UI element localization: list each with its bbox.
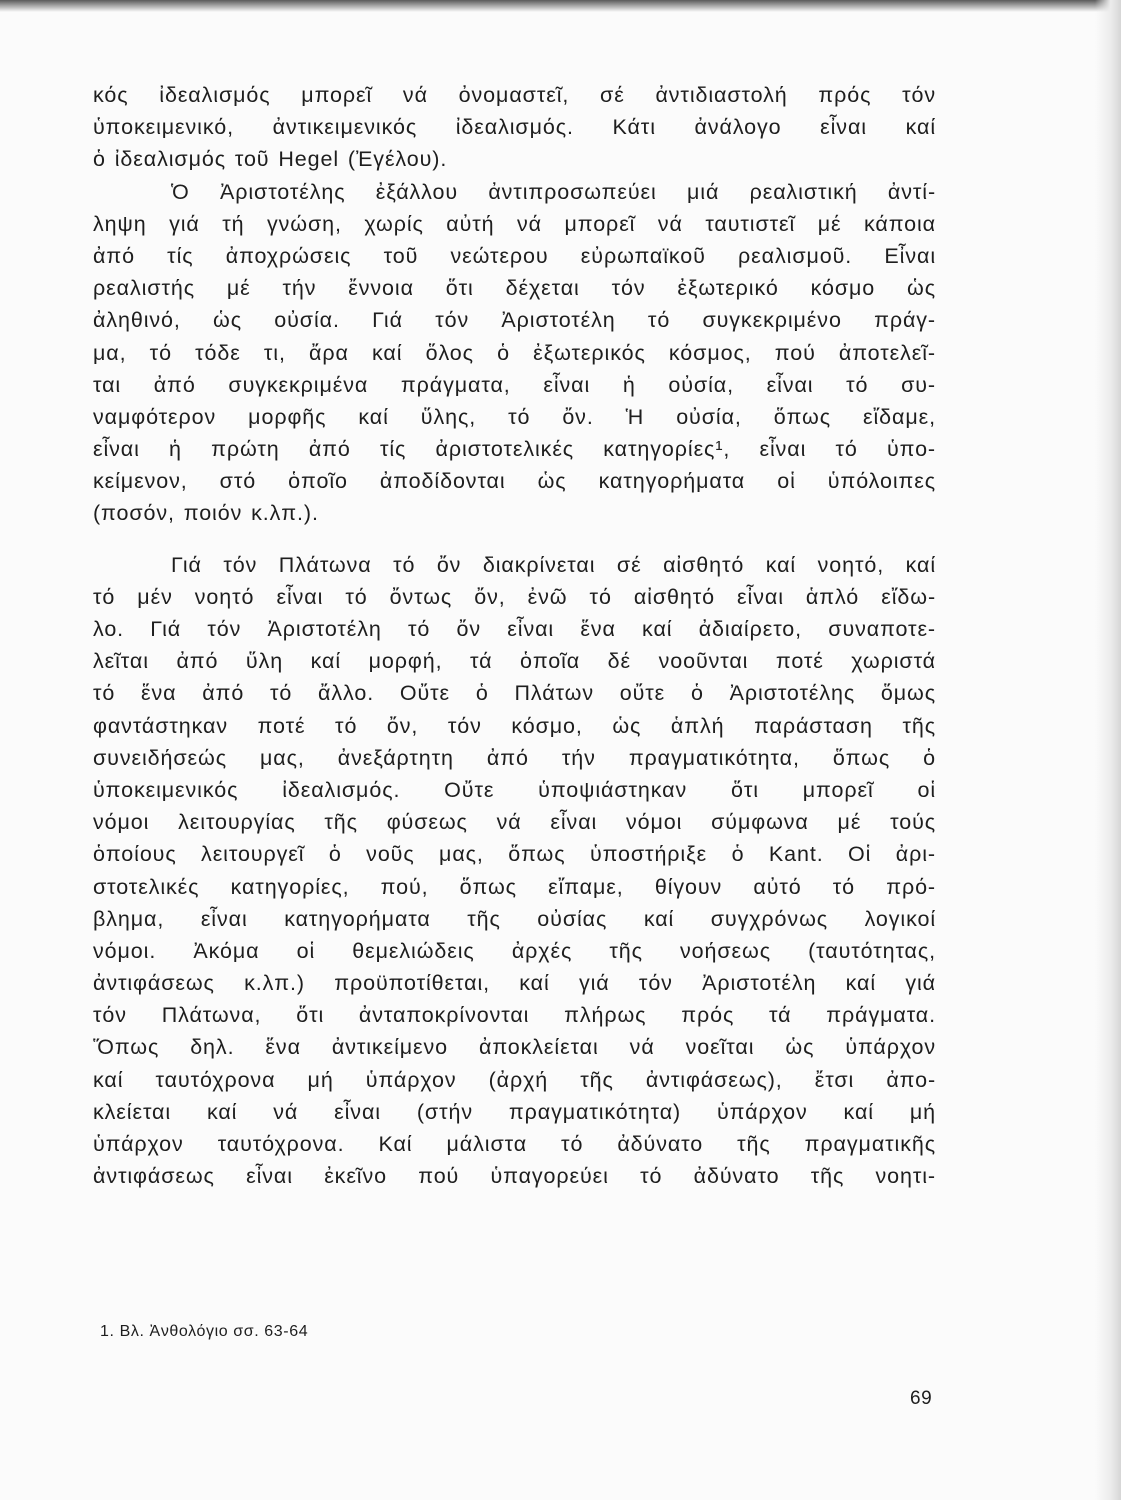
text-line: εἶναι ἡ πρώτη ἀπό τίς ἀριστοτελικές κατηγορίες¹, εἶναι τό ὑπο- <box>93 437 936 462</box>
text-line: κός ἰδεαλισμός μπορεῖ νά ὀνομαστεῖ, σέ ἀντιδιαστολή πρός τόν <box>93 83 936 107</box>
text-line: Γιά τόν Πλάτωνα τό ὄν διακρίνεται σέ αἰσθητό καί νοητό, καί <box>171 552 936 577</box>
text-line: ἀπό τίς ἀποχρώσεις τοῦ νεώτερου εὐρωπαϊκοῦ ρεαλισμοῦ. Εἶναι <box>93 243 936 268</box>
paragraph-3 <box>93 549 936 1193</box>
text-line: Ὅπως δηλ. ἕνα ἀντικείμενο ἀποκλείεται νά νοεῖται ὡς ὑπάρχον <box>93 1035 936 1060</box>
text-line: κλείεται καί νά εἶναι (στήν πραγματικότητα) ὑπάρχον καί μή <box>93 1099 936 1124</box>
text-line: ται ἀπό συγκεκριμένα πράγματα, εἶναι ἡ οὐσία, εἶναι τό συ- <box>93 372 936 397</box>
text-line: τόν Πλάτωνα, ὅτι ἀνταποκρίνονται πλήρως πρός τά πράγματα. <box>93 1003 936 1028</box>
paragraph-1 <box>93 79 936 176</box>
text-line: νόμοι. Ἀκόμα οἱ θεμελιώδεις ἀρχές τῆς νοήσεως (ταυτότητας, <box>93 938 936 963</box>
main-text <box>93 79 936 1192</box>
text-line: φαντάστηκαν ποτέ τό ὄν, τόν κόσμο, ὡς ἁπλή παράσταση τῆς <box>93 713 936 738</box>
text-line: ὑποκειμενικό, ἀντικειμενικός ἰδεαλισμός. Κάτι ἀνάλογο εἶναι καί <box>93 115 936 140</box>
page-number: 69 <box>910 1388 933 1409</box>
text-line: (ποσόν, ποιόν κ.λπ.). <box>93 501 319 526</box>
paragraph-gap <box>93 530 936 549</box>
text-line: τό ἕνα ἀπό τό ἄλλο. Οὔτε ὁ Πλάτων οὔτε ὁ Ἀριστοτέλης ὅμως <box>93 681 936 706</box>
scan-top-edge-shadow <box>0 0 1121 12</box>
text-line: τό μέν νοητό εἶναι τό ὄντως ὄν, ἐνῶ τό αἰσθητό εἶναι ἁπλό εἴδω- <box>93 584 936 609</box>
text-line: ὁ ἰδεαλισμός τοῦ Hegel (Ἐγέλου). <box>93 147 448 172</box>
text-line: ἀντιφάσεως εἶναι ἐκεῖνο πού ὑπαγορεύει τό ἀδύνατο τῆς νοητι- <box>93 1164 936 1189</box>
text-line: Ὁ Ἀριστοτέλης ἐξάλλου ἀντιπροσωπεύει μιά ρεαλιστική ἀντί- <box>171 179 936 204</box>
text-line: στοτελικές κατηγορίες, πού, ὅπως εἴπαμε, θίγουν αὐτό τό πρό- <box>93 874 936 899</box>
text-line: ἀληθινό, ὡς οὐσία. Γιά τόν Ἀριστοτέλη τό συγκεκριμένο πράγ- <box>93 308 936 333</box>
text-line: λεῖται ἀπό ὕλη καί μορφή, τά ὁποῖα δέ νοοῦνται ποτέ χωριστά <box>93 649 936 674</box>
text-line: κείμενον, στό ὁποῖο ἀποδίδονται ὡς κατηγορήματα οἱ ὑπόλοιπες <box>93 469 936 494</box>
text-line: ἀντιφάσεως κ.λπ.) προϋποτίθεται, καί γιά τόν Ἀριστοτέλη καί γιά <box>93 971 936 996</box>
footnote: 1. Βλ. Ἀνθολόγιο σσ. 63-64 <box>100 1323 309 1340</box>
text-line: καί ταυτόχρονα μή ὑπάρχον (ἀρχή τῆς ἀντιφάσεως), ἔτσι ἀπο- <box>93 1067 936 1092</box>
text-line: συνειδήσεώς μας, ἀνεξάρτητη ἀπό τήν πραγματικότητα, ὅπως ὁ <box>93 745 936 770</box>
text-line: λο. Γιά τόν Ἀριστοτέλη τό ὄν εἶναι ἕνα καί ἀδιαίρετο, συναποτε- <box>93 617 936 641</box>
text-line: ρεαλιστής μέ τήν ἔννοια ὅτι δέχεται τόν ἐξωτερικό κόσμο ὡς <box>93 276 936 301</box>
text-line: ληψη γιά τή γνώση, χωρίς αὐτή νά μπορεῖ νά ταυτιστεῖ μέ κάποια <box>93 211 936 236</box>
text-line: ὑποκειμενικός ἰδεαλισμός. Οὔτε ὑποψιάστηκαν ὅτι μπορεῖ οἱ <box>93 777 936 802</box>
text-line: ναμφότερον μορφῆς καί ὕλης, τό ὄν. Ἡ οὐσία, ὅπως εἴδαμε, <box>93 404 936 429</box>
paragraph-2 <box>93 176 936 530</box>
text-line: βλημα, εἶναι κατηγορήματα τῆς οὐσίας καί συγχρόνως λογικοί <box>93 906 936 931</box>
text-line: νόμοι λειτουργίας τῆς φύσεως νά εἶναι νόμοι σύμφωνα μέ τούς <box>93 810 936 835</box>
text-line: μα, τό τόδε τι, ἄρα καί ὅλος ὁ ἐξωτερικός κόσμος, πού ἀποτελεῖ- <box>93 340 936 365</box>
text-line: ὁποίους λειτουργεῖ ὁ νοῦς μας, ὅπως ὑποστήριξε ὁ Kant. Οἱ ἀρι- <box>93 842 936 867</box>
scan-right-edge-shadow <box>1095 0 1121 1500</box>
text-line: ὑπάρχον ταυτόχρονα. Καί μάλιστα τό ἀδύνατο τῆς πραγματικῆς <box>93 1132 936 1156</box>
